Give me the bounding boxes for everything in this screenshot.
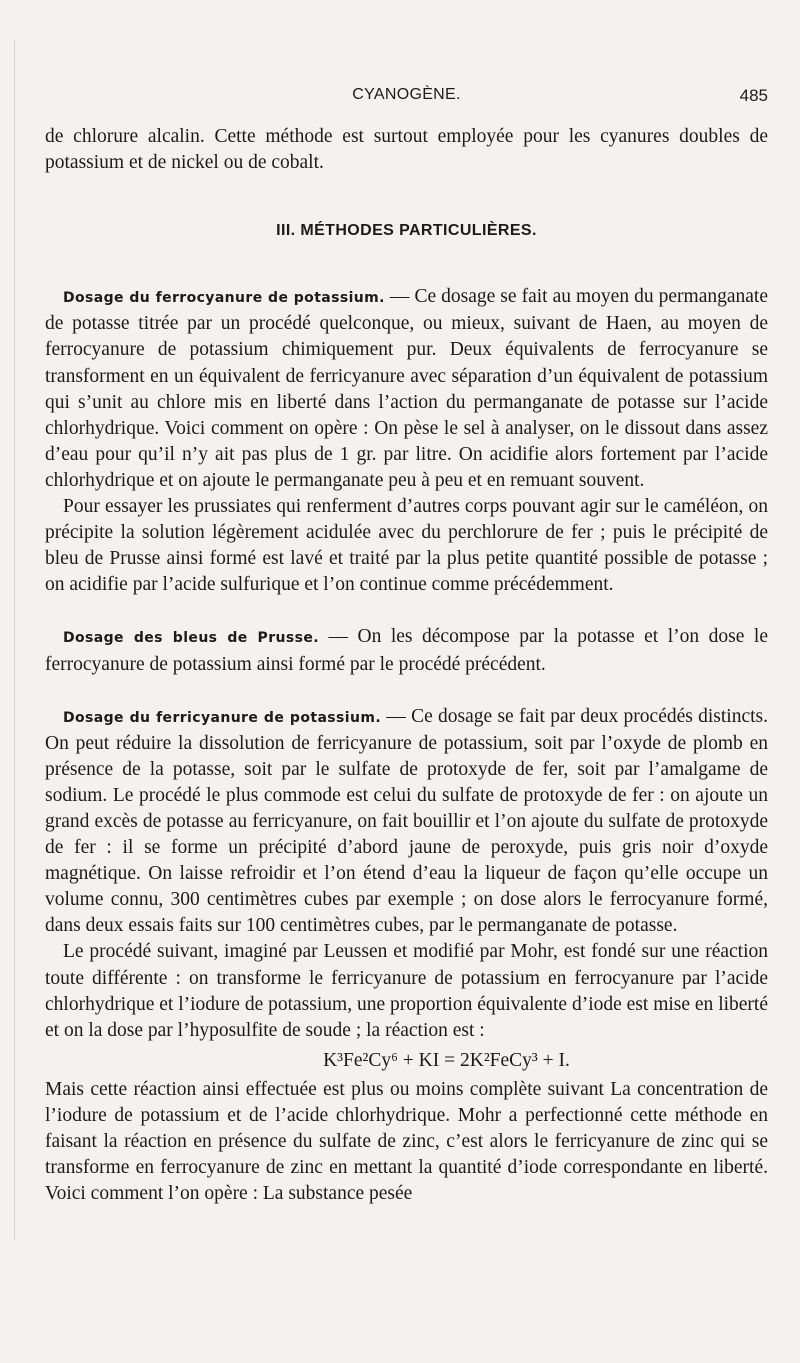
ferricyanure-text: — Ce dosage se fait par deux procédés distincts. On peut réduire la dissolution de ferricyanure de potassium, soit par l’oxyde de plomb en présence de la potasse, soit par le sulfate de protoxyde de fer, soit par l’amalgame de sodium. Le procédé le plus commode est celui du sulfate de protoxyde de fer : on ajoute un grand excès de potasse au ferricyanure, on fait bouillir et l’on ajoute du sulfate de protoxyde de fer : il se forme un précipité d’abord jaune de peroxyde, puis gris noir d’oxyde magnétique. On laisse refroidir et l’on étend d’eau la liqueur de façon qu’elle occupe un volume connu, 300 centimètres cubes par exemple ; on dose alors le ferrocyanure formé, dans deux essais faits sur 100 centimètres cubes, par le permanganate de potasse.: [45, 705, 768, 937]
ferricyanure-heading: Dosage du ferricyanure de potassium.: [63, 709, 382, 726]
ferrocyanure-heading: Dosage du ferrocyanure de potassium.: [63, 290, 385, 307]
final-paragraph: Mais cette réaction ainsi effectuée est plus ou moins complète suivant La concentration de l’iodure de potassium et de l’acide chlorhydrique. Mohr a perfectionné cette méthode en faisant la réaction en présence du sulfate de zinc, c’est alors le ferricyanure de zinc qui se transforme en ferrocyanure de zinc en mettant la quantité d’iode correspondante en liberté. Voici comment l’on opère : La substance pesée: [45, 1078, 768, 1205]
intro-paragraph: de chlorure alcalin. Cette méthode est surtout employée pour les cyanures doubles de potassium et de nickel ou de cobalt.: [45, 126, 768, 174]
ferricyanure-paragraph: [45, 704, 768, 940]
reaction-equation: K³Fe²Cy⁶ + KI = 2K²FeCy³ + I.: [323, 1049, 570, 1071]
bleus-heading: Dosage des bleus de Prusse.: [63, 630, 319, 647]
running-title: CYANOGÈNE.: [352, 86, 461, 103]
ferrocyanure-paragraph: [45, 284, 768, 494]
prussiates-paragraph: Pour essayer les prussiates qui renferment d’autres corps pouvant agir sur le caméléon, on précipite la solution légèrement acidulée avec du perchlorure de fer ; puis le précipité de bleu de Prusse ainsi formé est lavé et traité par la plus petite quantité possible de potasse ; on acidifie par l’acide sulfurique et l’on continue comme précédemment.: [45, 496, 768, 596]
scan-artifact-line: [14, 40, 15, 1240]
bleus-text: — On les décompose par la potasse et l’on dose le ferrocyanure de potassium ainsi formé par le procédé précédent.: [45, 626, 768, 675]
leussen-mohr-paragraph: Le procédé suivant, imaginé par Leussen et modifié par Mohr, est fondé sur une réaction toute différente : on transforme le ferricyanure de potassium en ferrocyanure par l’acide chlorhydrique et l’iodure de potassium, une proportion équivalente d’iode est mise en liberté et on la dose par l’hyposulfite de soude ; la réaction est :: [45, 941, 768, 1041]
section-heading: III. MÉTHODES PARTICULIÈRES.: [276, 222, 537, 240]
page-number: 485: [739, 86, 768, 105]
ferrocyanure-text: — Ce dosage se fait au moyen du permanganate de potasse titrée par un procédé quelconque, ou mieux, suivant de Haen, au moyen de ferrocyanure de potassium chimiquement pur. Deux équivalents de ferrocyanure se transforment en un équivalent de ferricyanure avec séparation d’un équivalent de potassium qui s’unit au chlore mis en liberté dans l’action du permanganate de potasse sur l’acide chlorhydrique. Voici comment on opère : On pèse le sel à analyser, on le dissout dans assez d’eau pour qu’il n’y ait pas plus de 1 gr. par litre. On acidifie alors fortement par l’acide chlorhydrique et on ajoute le permanganate peu à peu et en remuant souvent.: [45, 286, 768, 491]
page-header: [45, 86, 768, 112]
bleus-paragraph: [45, 624, 768, 677]
page-body: [45, 124, 768, 1207]
